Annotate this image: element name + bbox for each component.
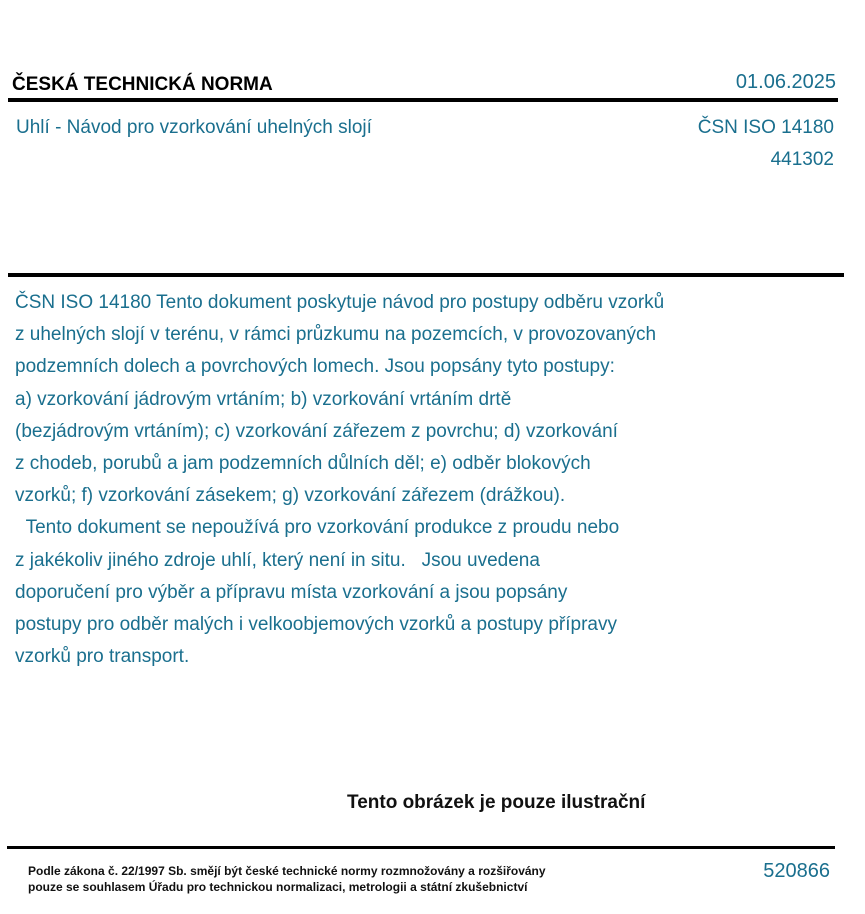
class-code: 441302 xyxy=(770,149,834,170)
section-rule xyxy=(8,273,844,277)
document-date: 01.06.2025 xyxy=(735,71,836,93)
illustration-note: Tento obrázek je pouze ilustrační xyxy=(347,792,646,813)
standard-code: ČSN ISO 14180 xyxy=(697,117,834,138)
footer-legal-text xyxy=(28,863,546,895)
footer-line-1: Podle zákona č. 22/1997 Sb. smějí být české technické normy rozmnožovány a rozšiřovány xyxy=(28,864,546,878)
document-abstract: ČSN ISO 14180 Tento dokument poskytuje návod pro postupy odběru vzorků z uhelných slojí v terénu, v rámci průzkumu na pozemcích, v provozovaných podzemních dolech a povrchových lomech. Jsou popsány tyto postupy: a) vzorkování jádrovým vrtáním; b) vzorkování vrtáním drtě (bezjádrovým vrtáním); c) vzorkování zářezem z povrchu; d) vzorkování z chodeb, porubů a jam podzemních důlních děl; e) odběr blokových vzorků; f) vzorkování zásekem; g) vzorkování zářezem (drážkou). Tento dokument se nepoužívá pro vzorkování produkce z proudu nebo z jakékoliv jiného zdroje uhlí, který není in situ. Jsou uvedena doporučení pro výběr a přípravu místa vzorkování a jsou popsány postupy pro odběr malých i velkoobjemových vzorků a postupy přípravy vzorků pro transport. xyxy=(15,292,665,668)
document-subtitle: Uhlí - Návod pro vzorkování uhelných slojí xyxy=(16,117,372,138)
document-header-title: ČESKÁ TECHNICKÁ NORMA xyxy=(12,74,273,95)
footer-rule xyxy=(7,846,835,849)
header-rule xyxy=(8,98,838,102)
footer-number: 520866 xyxy=(763,860,830,882)
footer-line-2: pouze se souhlasem Úřadu pro technickou normalizaci, metrologii a státní zkušebnictví xyxy=(28,880,528,894)
